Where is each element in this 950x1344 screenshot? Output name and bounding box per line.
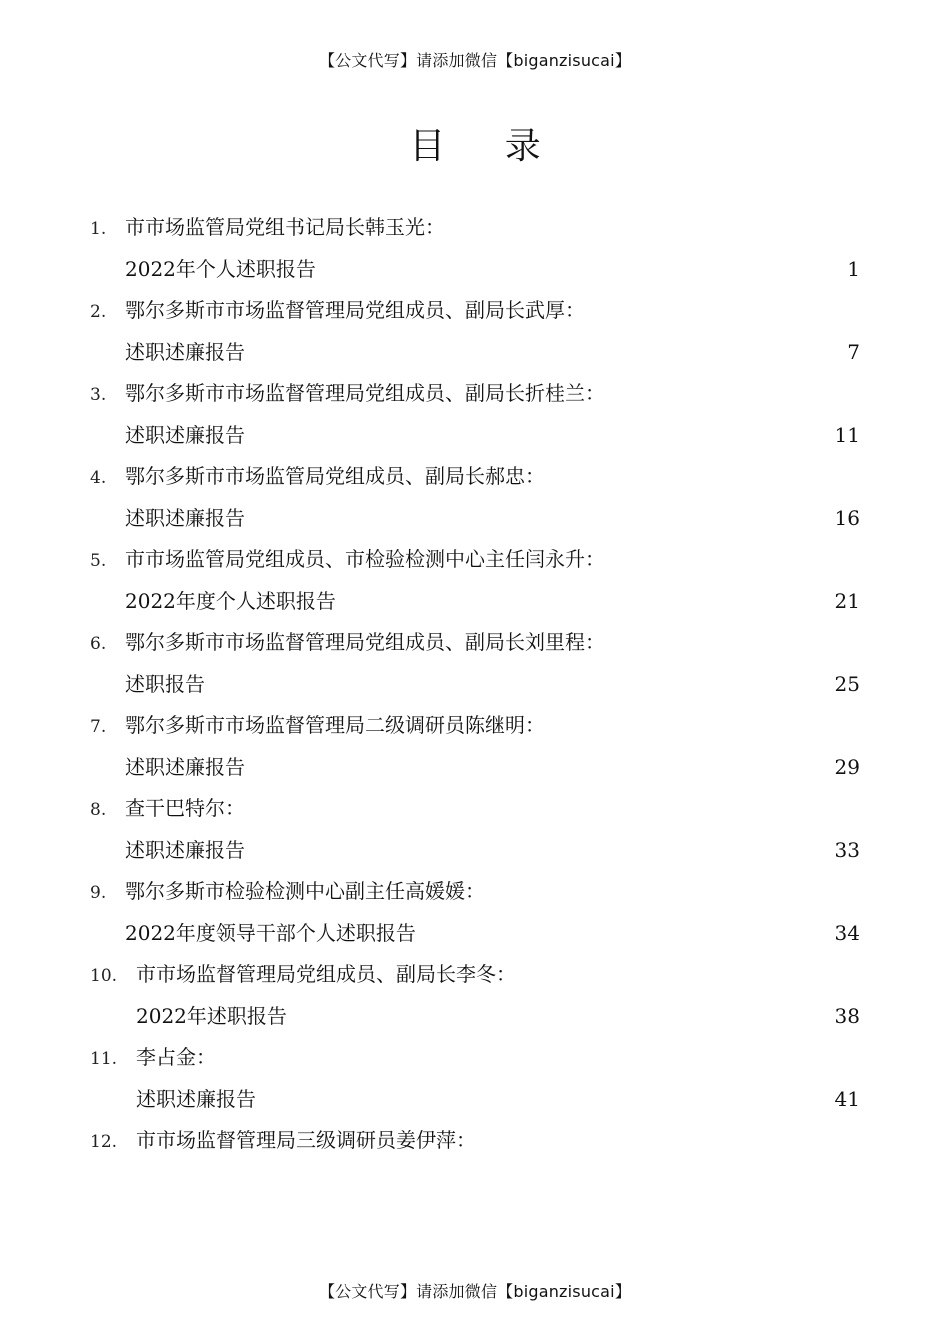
toc-entry-heading: 市市场监督管理局党组成员、副局长李冬： (136, 962, 516, 986)
toc-entry[interactable] (90, 539, 860, 622)
toc-entry-number: 5. (90, 551, 107, 571)
toc-entry-subtitle: 述职报告 (125, 671, 205, 696)
toc-entry-number: 11. (90, 1049, 118, 1069)
header-note: 【公文代写】请添加微信【biganzisucai】 (318, 51, 632, 70)
toc-entry-number: 10. (90, 966, 118, 986)
toc-entry-subtitle: 述职述廉报告 (125, 339, 245, 364)
toc-entry-page-number: 1 (847, 256, 860, 281)
toc-entry-subtitle: 述职述廉报告 (125, 837, 245, 862)
toc-entry-heading: 李占金： (136, 1045, 216, 1069)
toc-entry-page-number: 41 (834, 1086, 860, 1111)
toc-entry-number: 7. (90, 717, 107, 737)
toc-entry[interactable] (90, 622, 860, 705)
toc-entry[interactable] (90, 207, 860, 290)
toc-entry-number: 1. (90, 219, 107, 239)
toc-entry-heading: 市市场监管局党组书记局长韩玉光： (125, 215, 445, 239)
toc-entry-number: 3. (90, 385, 107, 405)
toc-entry-heading: 查干巴特尔： (125, 796, 245, 820)
toc-entry[interactable] (90, 705, 860, 788)
toc-entry[interactable] (90, 871, 860, 954)
toc-entry-heading: 市市场监管局党组成员、市检验检测中心主任闫永升： (125, 547, 605, 571)
toc-entry-subtitle: 述职述廉报告 (136, 1086, 256, 1111)
toc-entry[interactable] (90, 954, 860, 1037)
toc-entry-page-number: 33 (834, 837, 860, 862)
toc-entry-subtitle: 述职述廉报告 (125, 422, 245, 447)
footer-note: 【公文代写】请添加微信【biganzisucai】 (318, 1282, 632, 1301)
toc-entry-number: 12. (90, 1132, 118, 1152)
toc-entry-page-number: 16 (834, 505, 860, 530)
toc-entry-heading: 鄂尔多斯市市场监督管理局党组成员、副局长折桂兰： (125, 381, 605, 405)
toc-entry-heading: 市市场监督管理局三级调研员姜伊萍： (136, 1128, 476, 1152)
toc-entry-subtitle: 述职述廉报告 (125, 754, 245, 779)
toc-entry-page-number: 38 (834, 1003, 860, 1028)
toc-entry-page-number: 34 (834, 920, 860, 945)
toc-entry[interactable] (90, 373, 860, 456)
toc-entry[interactable] (90, 788, 860, 871)
toc-entry-heading: 鄂尔多斯市检验检测中心副主任高媛媛： (125, 879, 485, 903)
toc-entry-heading: 鄂尔多斯市市场监管局党组成员、副局长郝忠： (125, 464, 545, 488)
toc-entry-subtitle: 2022年度个人述职报告 (125, 588, 336, 613)
toc-entry-page-number: 11 (834, 422, 860, 447)
toc-entry-page-number: 7 (847, 339, 860, 364)
toc-entry[interactable] (90, 456, 860, 539)
toc-entry-number: 9. (90, 883, 107, 903)
toc-entry[interactable] (90, 1037, 860, 1120)
page-title: 目 录 (409, 126, 565, 167)
toc-entry-number: 8. (90, 800, 107, 820)
table-of-contents (90, 207, 860, 1162)
toc-entry-page-number: 29 (834, 754, 860, 779)
toc-entry-number: 2. (90, 302, 107, 322)
toc-entry-subtitle: 2022年度领导干部个人述职报告 (125, 920, 416, 945)
toc-entry-subtitle: 述职述廉报告 (125, 505, 245, 530)
toc-entry-heading: 鄂尔多斯市市场监督管理局二级调研员陈继明： (125, 713, 545, 737)
toc-entry-number: 4. (90, 468, 107, 488)
toc-entry-heading: 鄂尔多斯市市场监督管理局党组成员、副局长武厚： (125, 298, 585, 322)
toc-entry-number: 6. (90, 634, 107, 654)
toc-entry[interactable] (90, 1120, 860, 1162)
toc-entry-heading: 鄂尔多斯市市场监督管理局党组成员、副局长刘里程： (125, 630, 605, 654)
toc-entry-page-number: 25 (834, 671, 860, 696)
toc-entry[interactable] (90, 290, 860, 373)
toc-entry-subtitle: 2022年述职报告 (136, 1003, 287, 1028)
toc-entry-page-number: 21 (834, 588, 860, 613)
toc-entry-subtitle: 2022年个人述职报告 (125, 256, 316, 281)
